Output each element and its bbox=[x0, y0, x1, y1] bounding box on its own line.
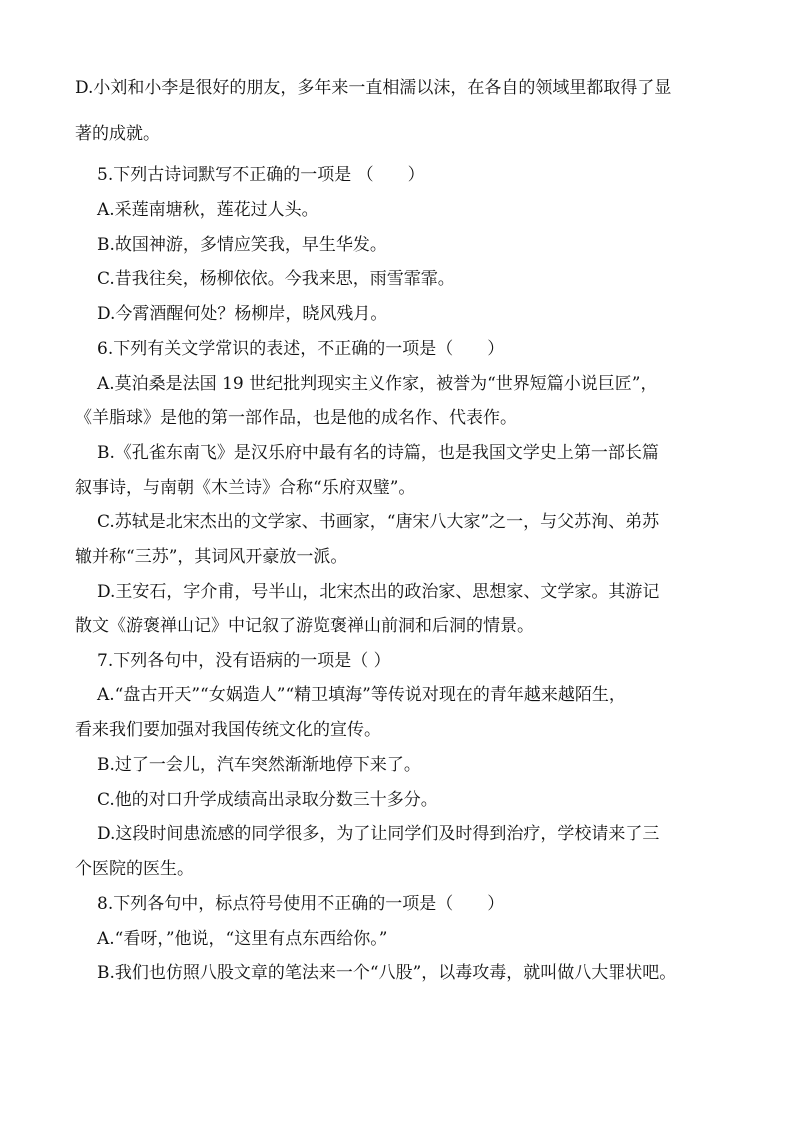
question-8-stem: 8.下列各句中，标点符号使用不正确的一项是（ ） bbox=[97, 894, 505, 914]
question-5-option-a: A.采莲南塘秋，莲花过人头。 bbox=[97, 200, 319, 220]
question-5-option-d: D.今霄酒醒何处？杨柳岸，晓风残月。 bbox=[97, 304, 388, 324]
question-7-option-b: B.过了一会儿，汽车突然渐渐地停下来了。 bbox=[97, 755, 421, 775]
question-5-option-c: C.昔我往矣，杨柳依依。今我来思，雨雪霏霏。 bbox=[97, 269, 455, 289]
option-d-intro-line2: 著的成就。 bbox=[75, 124, 160, 144]
question-6-option-c-line1: C.苏轼是北宋杰出的文学家、书画家，“唐宋八大家”之一，与父苏洵、弟苏 bbox=[97, 512, 660, 532]
question-7-option-d-line1: D.这段时间患流感的同学很多，为了让同学们及时得到治疗，学校请来了三 bbox=[97, 824, 660, 844]
question-7-stem: 7.下列各句中，没有语病的一项是（ ） bbox=[97, 651, 391, 671]
question-7-option-c: C.他的对口升学成绩高出录取分数三十多分。 bbox=[97, 790, 438, 810]
question-7-option-a-line1: A.“盘古开天”“女娲造人”“精卫填海”等传说对现在的青年越来越陌生， bbox=[97, 685, 626, 705]
question-7-option-a-line2: 看来我们要加强对我国传统文化的宣传。 bbox=[75, 720, 381, 740]
question-7-option-d-line2: 个医院的医生。 bbox=[75, 859, 194, 879]
question-8-option-b: B.我们也仿照八股文章的笔法来一个“八股”，以毒攻毒，就叫做八大罪状吧。 bbox=[97, 963, 677, 983]
question-6-option-d-line2: 散文《游褒禅山记》中记叙了游览褒禅山前洞和后洞的情景。 bbox=[75, 616, 534, 636]
question-6-option-d-line1: D.王安石，字介甫，号半山，北宋杰出的政治家、思想家、文学家。其游记 bbox=[97, 582, 660, 602]
question-6-stem: 6.下列有关文学常识的表述，不正确的一项是（ ） bbox=[97, 339, 505, 359]
question-6-option-b-line2: 叙事诗，与南朝《木兰诗》合称“乐府双璧”。 bbox=[75, 478, 416, 498]
question-6-option-b-line1: B.《孔雀东南飞》是汉乐府中最有名的诗篇，也是我国文学史上第一部长篇 bbox=[97, 443, 659, 463]
option-d-intro-line1: D.小刘和小李是很好的朋友，多年来一直相濡以沫，在各自的领域里都取得了显 bbox=[75, 78, 672, 98]
question-8-option-a: A.“看呀，”他说，“这里有点东西给你。” bbox=[97, 929, 388, 949]
question-6-option-a-line2: 《羊脂球》是他的第一部作品，也是他的成名作、代表作。 bbox=[75, 408, 517, 428]
question-5-option-b: B.故国神游，多情应笑我，早生华发。 bbox=[97, 235, 387, 255]
question-5-stem: 5.下列古诗词默写不正确的一项是 （ ） bbox=[97, 165, 425, 185]
question-6-option-c-line2: 辙并称“三苏”，其词风开豪放一派。 bbox=[75, 547, 348, 567]
question-6-option-a-line1: A.莫泊桑是法国 19 世纪批判现实主义作家，被誉为“世界短篇小说巨匠”， bbox=[97, 374, 658, 394]
